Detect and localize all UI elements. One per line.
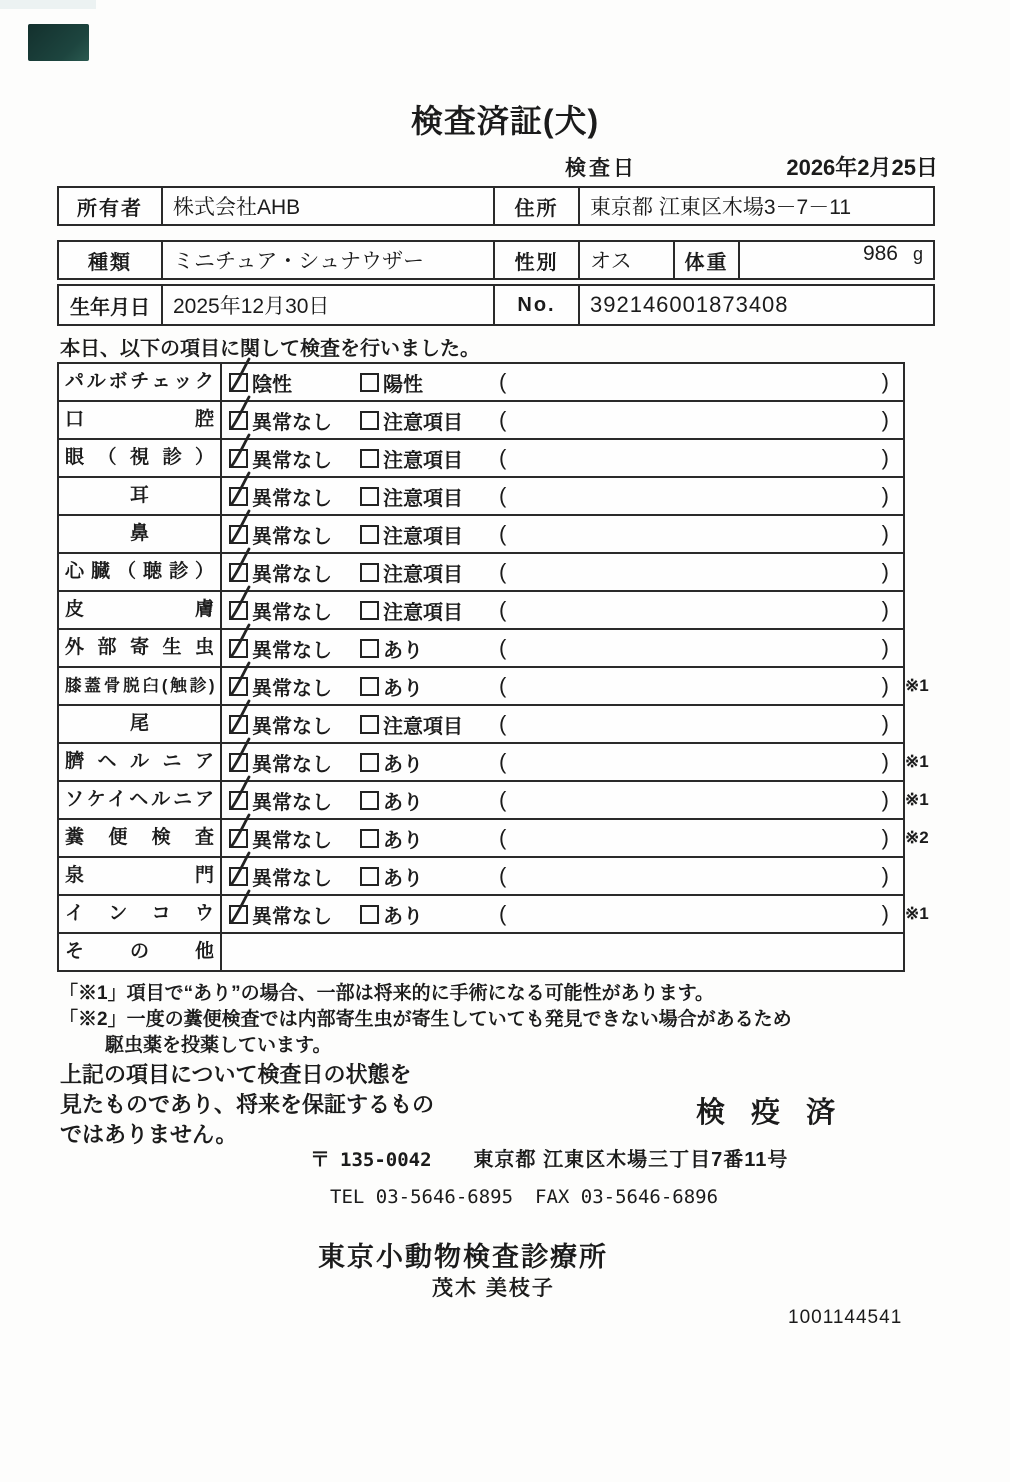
paren-open: (: [499, 711, 507, 736]
checkbox-checked-icon: [229, 411, 248, 430]
option-label: あり: [383, 639, 423, 662]
row-option-1: [229, 368, 360, 397]
footnote-mark: ※1: [905, 752, 929, 771]
paren-close: ): [881, 407, 889, 432]
paren-open: (: [499, 521, 507, 546]
handwritten-check-icon: [228, 358, 252, 394]
checklist-row: [57, 780, 929, 820]
checkbox-unchecked-icon: [360, 639, 379, 658]
option-label: あり: [383, 753, 423, 776]
handwritten-check-icon: [228, 890, 252, 926]
row-option-2: [360, 596, 499, 625]
paren-open: (: [499, 787, 507, 812]
checkbox-checked-icon: [229, 905, 248, 924]
breed-value: ミニチュア・シュナウザー: [161, 242, 493, 278]
option-label: 異常なし: [252, 601, 332, 624]
option-label: あり: [383, 867, 423, 890]
checkbox-unchecked-icon: [360, 563, 379, 582]
row-label: 臍ヘルニア: [59, 744, 222, 780]
option-label: 注意項目: [383, 487, 463, 510]
row-option-2: [360, 558, 499, 587]
row-body: [222, 668, 903, 704]
checklist-row: [57, 742, 929, 782]
checkbox-checked-icon: [229, 449, 248, 468]
weight-label: 体重: [673, 242, 738, 278]
checklist-row: [57, 818, 929, 858]
option-label: 陽性: [383, 373, 423, 396]
result-parentheses: [499, 863, 903, 889]
handwritten-check-icon: [228, 548, 252, 584]
handwritten-check-icon: [228, 700, 252, 736]
disclaimer-line-2: 見たものであり、将来を保証するもの: [60, 1092, 435, 1117]
disclaimer-line-3: ではありません。: [60, 1122, 238, 1147]
row-body: [222, 934, 903, 970]
row-option-2: [360, 444, 499, 473]
disclaimer-block: [60, 1060, 434, 1150]
footnote-1: 「※1」項目で“あり”の場合、一部は将来的に手術になる可能性があります。: [59, 983, 715, 1004]
sex-label: 性別: [493, 242, 578, 278]
row-body: [222, 820, 903, 856]
row-option-1: [229, 862, 360, 891]
row-option-1: [229, 558, 360, 587]
row-body: [222, 402, 903, 438]
row-option-1: [229, 596, 360, 625]
row-option-1: [229, 406, 360, 435]
result-parentheses: [499, 635, 903, 661]
option-label: あり: [383, 905, 423, 928]
result-parentheses: [499, 711, 903, 737]
option-label: 注意項目: [383, 563, 463, 586]
disclaimer-line-1: 上記の項目について検査日の状態を: [60, 1062, 412, 1087]
row-option-1: [229, 900, 360, 929]
row-label: パルボチェック: [59, 364, 222, 400]
address-value: 東京都 江東区木場3－7－11: [578, 188, 933, 224]
clinic-name: 東京小動物検査診療所: [318, 1242, 608, 1272]
checkbox-unchecked-icon: [360, 411, 379, 430]
footnote-2-continuation: 駆虫薬を投薬しています。: [105, 1035, 332, 1056]
checkbox-checked-icon: [229, 563, 248, 582]
checkbox-unchecked-icon: [360, 601, 379, 620]
paren-close: ): [881, 483, 889, 508]
result-parentheses: [499, 369, 903, 395]
checkbox-checked-icon: [229, 601, 248, 620]
option-label: あり: [383, 829, 423, 852]
row-label: 尾: [59, 706, 222, 742]
result-parentheses: [499, 521, 903, 547]
checkbox-checked-icon: [229, 373, 248, 392]
paren-open: (: [499, 635, 507, 660]
weight-value: 986: [862, 242, 898, 265]
footnotes-block: [59, 981, 792, 1059]
paren-close: ): [881, 825, 889, 850]
paren-open: (: [499, 445, 507, 470]
result-parentheses: [499, 407, 903, 433]
checklist-table: [57, 362, 929, 972]
row-option-2: [360, 634, 499, 663]
footnote-mark: ※1: [905, 676, 929, 695]
footnote-mark: ※1: [905, 904, 929, 923]
checkbox-checked-icon: [229, 715, 248, 734]
paren-close: ): [881, 445, 889, 470]
row-body: [222, 744, 903, 780]
checklist-row: [57, 628, 905, 668]
row-option-2: [360, 406, 499, 435]
result-parentheses: [499, 673, 903, 699]
exam-date-label: 検査日: [565, 157, 637, 180]
checklist-row: [57, 362, 905, 402]
paren-close: ): [881, 901, 889, 926]
row-body: [222, 630, 903, 666]
handwritten-check-icon: [228, 586, 252, 622]
row-option-2: [360, 520, 499, 549]
handwritten-check-icon: [228, 510, 252, 546]
weight-value-cell: [738, 242, 933, 278]
checkbox-unchecked-icon: [360, 525, 379, 544]
checklist-row: [57, 514, 905, 554]
option-label: 注意項目: [383, 601, 463, 624]
result-parentheses: [499, 825, 903, 851]
row-label: その他: [59, 934, 222, 970]
row-label: 泉門: [59, 858, 222, 894]
option-label: 注意項目: [383, 525, 463, 548]
option-label: 異常なし: [252, 639, 332, 662]
row-option-1: [229, 482, 360, 511]
option-label: 異常なし: [252, 867, 332, 890]
checklist-row: [57, 856, 905, 896]
footnote-2: 「※2」一度の糞便検査では内部寄生虫が寄生していても発見できない場合があるため: [59, 1009, 792, 1030]
row-label: 口腔: [59, 402, 222, 438]
checkbox-unchecked-icon: [360, 905, 379, 924]
checklist-row: [57, 894, 929, 934]
row-label: 眼（視診）: [59, 440, 222, 476]
result-parentheses: [499, 483, 903, 509]
footnote-mark: ※2: [905, 828, 929, 847]
option-label: 異常なし: [252, 449, 332, 472]
handwritten-check-icon: [228, 472, 252, 508]
paren-close: ): [881, 369, 889, 394]
paren-close: ): [881, 559, 889, 584]
pet-info-table-row1: [57, 240, 935, 280]
checklist-row: [57, 552, 905, 592]
option-label: 異常なし: [252, 677, 332, 700]
option-label: 異常なし: [252, 829, 332, 852]
handwritten-check-icon: [228, 662, 252, 698]
weight-unit: g: [912, 244, 923, 264]
option-label: 注意項目: [383, 411, 463, 434]
row-option-2: [360, 672, 499, 701]
checkbox-checked-icon: [229, 867, 248, 886]
row-option-1: [229, 748, 360, 777]
checklist-row: [57, 704, 905, 744]
checkbox-unchecked-icon: [360, 829, 379, 848]
row-label: インコウ: [59, 896, 222, 932]
checkbox-checked-icon: [229, 677, 248, 696]
checklist-row: [57, 932, 905, 972]
breed-label: 種類: [88, 251, 132, 274]
number-label: No.: [493, 286, 578, 324]
footnote-mark: ※1: [905, 790, 929, 809]
postal-mark: 〒: [310, 1149, 330, 1171]
row-option-2: [360, 862, 499, 891]
checkbox-unchecked-icon: [360, 791, 379, 810]
paren-open: (: [499, 901, 507, 926]
handwritten-check-icon: [228, 396, 252, 432]
number-value: 392146001873408: [578, 286, 933, 324]
option-label: 異常なし: [252, 487, 332, 510]
row-body: [222, 858, 903, 894]
checkbox-unchecked-icon: [360, 449, 379, 468]
row-body: [222, 440, 903, 476]
paren-open: (: [499, 483, 507, 508]
row-body: [222, 592, 903, 628]
handwritten-check-icon: [228, 624, 252, 660]
row-label: 膝蓋骨脱臼(触診): [59, 668, 222, 704]
checklist-row: [57, 400, 905, 440]
row-option-1: [229, 710, 360, 739]
row-option-1: [229, 634, 360, 663]
row-label: 鼻: [59, 516, 222, 552]
handwritten-check-icon: [228, 852, 252, 888]
option-label: 異常なし: [252, 753, 332, 776]
clinic-address: 東京都 江東区木場三丁目7番11号: [473, 1149, 789, 1171]
checkbox-unchecked-icon: [360, 677, 379, 696]
paren-open: (: [499, 559, 507, 584]
owner-value: 株式会社AHB: [161, 188, 493, 224]
option-label: 注意項目: [383, 449, 463, 472]
quarantine-stamp: 検 疫 済: [696, 1097, 845, 1129]
checkbox-unchecked-icon: [360, 715, 379, 734]
paren-open: (: [499, 863, 507, 888]
checkbox-checked-icon: [229, 829, 248, 848]
clinic-address-line: [310, 1143, 788, 1172]
row-option-1: [229, 786, 360, 815]
row-option-2: [360, 482, 499, 511]
handwritten-check-icon: [228, 738, 252, 774]
row-body: [222, 782, 903, 818]
paren-open: (: [499, 825, 507, 850]
row-body: [222, 896, 903, 932]
checkbox-checked-icon: [229, 753, 248, 772]
owner-label: 所有者: [77, 197, 143, 220]
veterinarian-name: 茂木 美枝子: [432, 1277, 555, 1300]
result-parentheses: [499, 749, 903, 775]
checklist-row: [57, 666, 929, 706]
option-label: 異常なし: [252, 905, 332, 928]
option-label: 異常なし: [252, 715, 332, 738]
postal-code: 135-0042: [340, 1149, 432, 1171]
row-option-1: [229, 672, 360, 701]
checklist-row: [57, 590, 905, 630]
checkbox-checked-icon: [229, 487, 248, 506]
paren-close: ): [881, 521, 889, 546]
row-option-2: [360, 786, 499, 815]
row-option-1: [229, 520, 360, 549]
paren-open: (: [499, 597, 507, 622]
checkbox-checked-icon: [229, 791, 248, 810]
option-label: 注意項目: [383, 715, 463, 738]
checkbox-unchecked-icon: [360, 487, 379, 506]
option-label: 異常なし: [252, 563, 332, 586]
checklist-row: [57, 476, 905, 516]
row-body: [222, 478, 903, 514]
serial-number: 1001144541: [788, 1307, 903, 1328]
handwritten-check-icon: [228, 434, 252, 470]
birth-value: 2025年12月30日: [161, 286, 493, 324]
paren-close: ): [881, 863, 889, 888]
page-title: 検査済証(犬): [410, 103, 600, 139]
sex-value: オス: [578, 242, 673, 278]
paren-close: ): [881, 597, 889, 622]
intro-sentence: 本日、以下の項目に関して検査を行いました。: [60, 338, 480, 360]
row-body: [222, 706, 903, 742]
row-label: ソケイヘルニア: [59, 782, 222, 818]
checkbox-checked-icon: [229, 525, 248, 544]
row-label: 耳: [59, 478, 222, 514]
paren-close: ): [881, 673, 889, 698]
row-label: 糞便検査: [59, 820, 222, 856]
row-label: 心臓（聴診）: [59, 554, 222, 590]
checkbox-unchecked-icon: [360, 867, 379, 886]
result-parentheses: [499, 787, 903, 813]
row-option-2: [360, 824, 499, 853]
result-parentheses: [499, 445, 903, 471]
option-label: 異常なし: [252, 525, 332, 548]
row-body: [222, 516, 903, 552]
paren-close: ): [881, 635, 889, 660]
option-label: あり: [383, 677, 423, 700]
fax-number: FAX 03-5646-6896: [535, 1186, 719, 1208]
row-option-2: [360, 748, 499, 777]
row-option-2: [360, 900, 499, 929]
checkbox-unchecked-icon: [360, 373, 379, 392]
checklist-row: [57, 438, 905, 478]
row-body: [222, 364, 903, 400]
row-label: 皮膚: [59, 592, 222, 628]
paren-close: ): [881, 749, 889, 774]
row-option-2: [360, 710, 499, 739]
paren-open: (: [499, 407, 507, 432]
tel-fax-line: [330, 1186, 718, 1208]
address-label: 住所: [493, 188, 578, 224]
exam-date-value: 2026年2月25日: [786, 155, 938, 180]
row-option-1: [229, 824, 360, 853]
row-option-2: [360, 368, 499, 397]
handwritten-check-icon: [228, 814, 252, 850]
paren-open: (: [499, 673, 507, 698]
option-label: 異常なし: [252, 411, 332, 434]
row-label: 外部寄生虫: [59, 630, 222, 666]
result-parentheses: [499, 597, 903, 623]
checkbox-checked-icon: [229, 639, 248, 658]
result-parentheses: [499, 901, 903, 927]
pet-info-table-row2: [57, 284, 935, 326]
paren-open: (: [499, 369, 507, 394]
option-label: あり: [383, 791, 423, 814]
checkbox-unchecked-icon: [360, 753, 379, 772]
birth-label: 生年月日: [70, 296, 150, 319]
option-label: 陰性: [252, 373, 292, 396]
paren-close: ): [881, 711, 889, 736]
scan-corner-mark-artifact: [28, 24, 89, 61]
result-parentheses: [499, 559, 903, 585]
tel-number: TEL 03-5646-6895: [330, 1186, 514, 1208]
handwritten-check-icon: [228, 776, 252, 812]
option-label: 異常なし: [252, 791, 332, 814]
owner-address-table: [57, 186, 935, 226]
paren-open: (: [499, 749, 507, 774]
paren-close: ): [881, 787, 889, 812]
scan-streak-artifact: [0, 0, 96, 9]
row-body: [222, 554, 903, 590]
row-option-1: [229, 444, 360, 473]
